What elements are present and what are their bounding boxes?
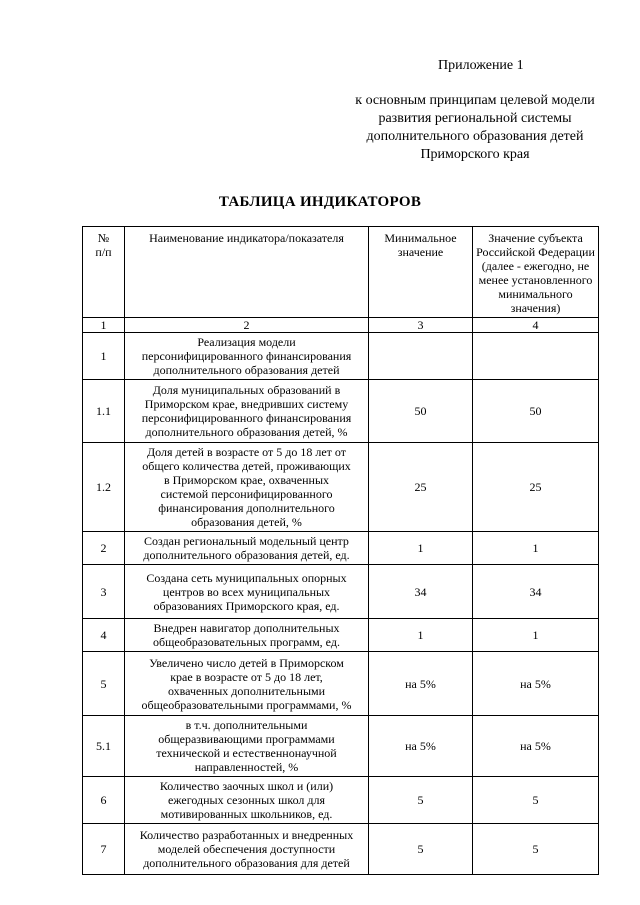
subject-value: на 5% (473, 716, 599, 777)
min-value: 50 (369, 380, 473, 443)
indicator-name-line: Реализация модели (197, 335, 296, 349)
min-value (369, 333, 473, 380)
subject-value (473, 333, 599, 380)
column-numbers-row (83, 318, 599, 333)
header-num-line: п/п (95, 245, 112, 259)
row-number: 1.1 (83, 380, 125, 443)
subject-value: 50 (473, 380, 599, 443)
indicator-name-line: Количество заочных школ и (или) (159, 779, 334, 793)
column-number: 2 (125, 318, 369, 333)
table-row (83, 443, 599, 532)
table-row (83, 380, 599, 443)
min-value: 34 (369, 565, 473, 619)
indicator-name-line: моделей обеспечения доступности (157, 842, 336, 856)
min-value: на 5% (369, 652, 473, 716)
table-row (83, 333, 599, 380)
min-value: 25 (369, 443, 473, 532)
column-number: 1 (83, 318, 125, 333)
header-subject-line: Российской Федерации (476, 245, 595, 259)
indicator-name (125, 652, 369, 716)
indicator-name-line: общеразвивающими программами (158, 732, 335, 746)
indicator-name-line: дополнительного образования детей, ед. (143, 548, 350, 562)
appendix-label: Приложение 1 (438, 58, 524, 73)
indicator-name-line: центров во всех муниципальных (162, 584, 331, 599)
header-subject (473, 227, 599, 318)
subject-value: 5 (473, 777, 599, 824)
indicator-name-line: Внедрен навигатор дополнительных (153, 621, 340, 635)
indicator-name-line: системой персонифицированного (160, 487, 333, 501)
indicator-name-line: образованиях Приморского края, ед. (153, 598, 340, 613)
indicator-name-line: крае в возрасте от 5 до 18 лет, (170, 669, 323, 684)
subtitle-line: дополнительного образования детей (366, 129, 584, 144)
subject-value: 5 (473, 824, 599, 875)
indicator-name (125, 619, 369, 652)
row-number: 2 (83, 532, 125, 565)
indicator-name-line: общего количества детей, проживающих (142, 459, 351, 473)
indicator-name (125, 824, 369, 875)
indicator-name-line: в т.ч. дополнительными (185, 718, 308, 732)
indicator-name (125, 380, 369, 443)
min-value: 1 (369, 532, 473, 565)
row-number: 1.2 (83, 443, 125, 532)
indicator-name-line: Создан региональный модельный центр (144, 534, 349, 548)
header-num-line: № (97, 231, 110, 245)
subtitle-line: развития региональной системы (378, 111, 572, 126)
indicator-name-line: персонифицированного финансирования (141, 411, 352, 425)
indicator-name-line: дополнительного образования детей (153, 363, 340, 377)
table-row (83, 716, 599, 777)
indicator-name-line: мотивированных школьников, ед. (160, 807, 333, 821)
row-number: 6 (83, 777, 125, 824)
indicator-name-line: Увеличено число детей в Приморском (149, 655, 344, 670)
indicator-name-line: технической и естественнонаучной (156, 746, 337, 760)
subject-value: 34 (473, 565, 599, 619)
indicator-name-line: Доля муниципальных образований в (152, 383, 341, 397)
min-value: 5 (369, 777, 473, 824)
indicator-name-line: охваченных дополнительными (167, 683, 326, 698)
row-number: 5 (83, 652, 125, 716)
header-min-line: Минимальное (384, 231, 457, 245)
header-subject-line: (далее - ежегодно, не (481, 259, 590, 273)
appendix-subtitle (330, 92, 620, 164)
indicators-table (82, 226, 599, 875)
indicator-name (125, 333, 369, 380)
subject-value: на 5% (473, 652, 599, 716)
indicator-name-line: финансирования дополнительного (158, 501, 335, 515)
indicator-name-line: Приморском крае, внедривших систему (144, 397, 349, 411)
header-subject-line: Значение субъекта (488, 231, 583, 245)
column-number: 4 (473, 318, 599, 333)
indicator-name-line: персонифицированного финансирования (141, 349, 352, 363)
table-title: ТАБЛИЦА ИНДИКАТОРОВ (218, 194, 422, 210)
min-value: 5 (369, 824, 473, 875)
table-row (83, 532, 599, 565)
table-row (83, 565, 599, 619)
column-number: 3 (369, 318, 473, 333)
indicator-name (125, 443, 369, 532)
indicator-name-line: Доля детей в возрасте от 5 до 18 лет от (146, 445, 346, 459)
table-row (83, 824, 599, 875)
row-number: 7 (83, 824, 125, 875)
min-value: 1 (369, 619, 473, 652)
table-row (83, 777, 599, 824)
subject-value: 25 (473, 443, 599, 532)
subtitle-line: к основным принципам целевой модели (355, 93, 595, 108)
indicator-name-line: направленностей, % (194, 760, 299, 774)
indicator-name-line: образования детей, % (191, 515, 302, 529)
header-name: Наименование индикатора/показателя (125, 227, 369, 318)
header-min-line: значение (397, 245, 444, 259)
subject-value: 1 (473, 619, 599, 652)
row-number: 1 (83, 333, 125, 380)
indicator-name-line: в Приморском крае, охваченных (163, 473, 330, 487)
indicator-name (125, 777, 369, 824)
subject-value: 1 (473, 532, 599, 565)
indicator-name (125, 716, 369, 777)
min-value: на 5% (369, 716, 473, 777)
indicator-name (125, 565, 369, 619)
header-num (83, 227, 125, 318)
indicator-name-line: дополнительного образования для детей (143, 856, 350, 870)
indicator-name-line: общеобразовательных программ, ед. (153, 635, 340, 649)
table-row (83, 619, 599, 652)
indicator-name-line: дополнительного образования детей, % (145, 425, 348, 439)
header-subject-line: минимального значения) (498, 287, 573, 315)
header-subject-line: менее установленного (478, 273, 593, 287)
row-number: 5.1 (83, 716, 125, 777)
header-row (83, 227, 599, 318)
indicator-name-line: ежегодных сезонных школ для (167, 793, 326, 807)
indicator-name-line: Количество разработанных и внедренных (139, 828, 354, 842)
indicator-name-line: общеобразовательными программами, % (141, 697, 352, 712)
row-number: 4 (83, 619, 125, 652)
indicator-name (125, 532, 369, 565)
indicator-name-line: Создана сеть муниципальных опорных (146, 570, 347, 585)
row-number: 3 (83, 565, 125, 619)
header-min (369, 227, 473, 318)
table-row (83, 652, 599, 716)
subtitle-line: Приморского края (420, 147, 530, 162)
